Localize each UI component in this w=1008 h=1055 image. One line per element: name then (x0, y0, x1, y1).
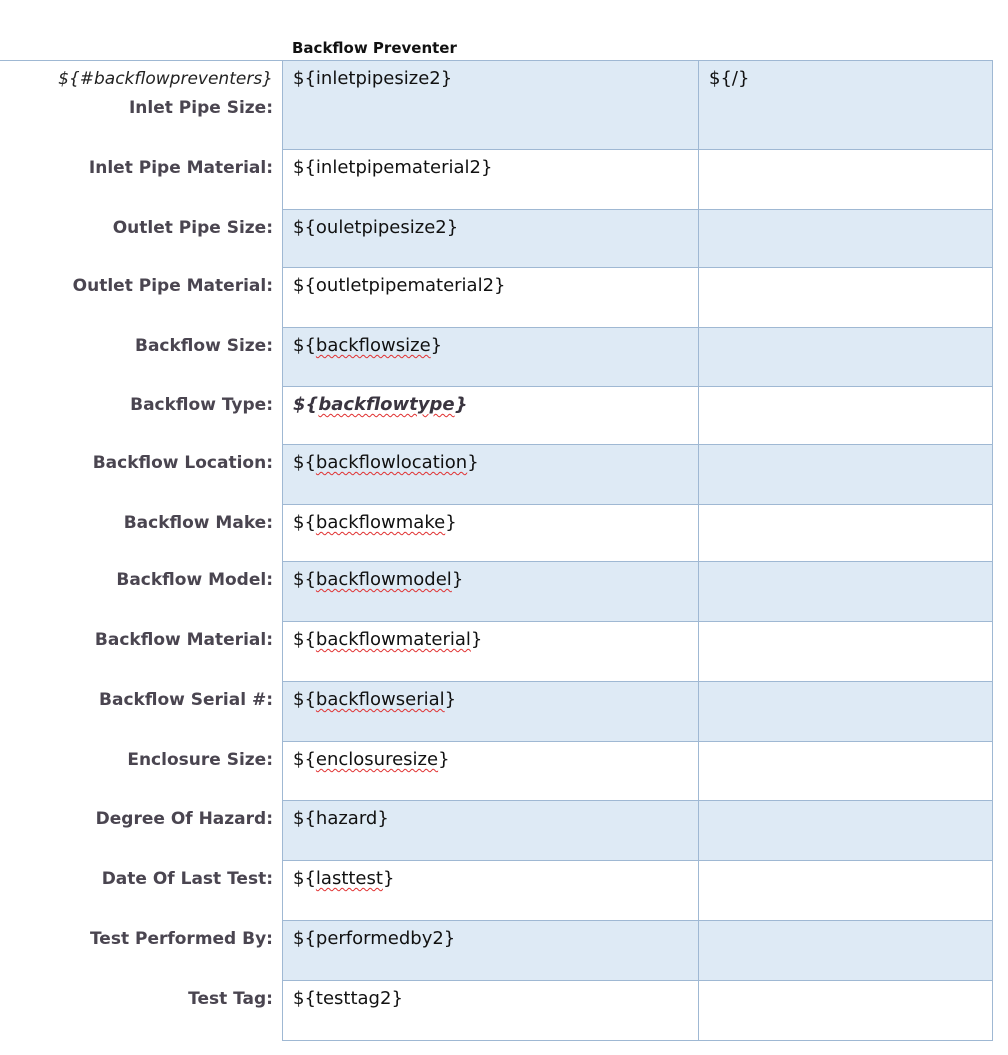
value-word: backflowtype (318, 394, 455, 415)
label-degree-of-hazard: Degree Of Hazard: (95, 809, 273, 829)
empty-cell[interactable] (699, 742, 993, 801)
label-row-enclosure-size (0, 741, 273, 800)
empty-cell[interactable] (699, 921, 993, 981)
label-row-backflow-size (0, 327, 273, 386)
label-column (0, 60, 273, 1040)
value-test-tag[interactable]: ${testtag2} (283, 981, 699, 1041)
value-word: backflowmake (315, 512, 446, 533)
value-word: backflowlocation (315, 452, 468, 473)
label-row-backflow-make (0, 504, 273, 561)
value-suffix: } (445, 512, 457, 533)
label-row-outlet-pipe-size (0, 209, 273, 267)
value-prefix: ${ (293, 452, 316, 473)
empty-cell[interactable] (699, 801, 993, 861)
value-enclosure-size[interactable] (283, 742, 699, 801)
label-row-outlet-pipe-material (0, 267, 273, 327)
value-word: backflowsize (315, 335, 431, 356)
table-row (283, 210, 993, 268)
value-inlet-pipe-material[interactable]: ${inletpipematerial2} (283, 150, 699, 210)
label-date-of-last-test: Date Of Last Test: (101, 869, 273, 889)
value-prefix: ${ (293, 868, 316, 889)
value-suffix: } (430, 335, 443, 356)
empty-cell[interactable] (699, 622, 993, 682)
empty-cell[interactable] (699, 328, 993, 387)
empty-cell[interactable] (699, 505, 993, 562)
table-row (283, 150, 993, 210)
label-backflow-type: Backflow Type: (130, 395, 273, 415)
value-suffix: } (444, 689, 457, 710)
empty-cell[interactable] (699, 268, 993, 328)
loop-close-tag[interactable]: ${/} (699, 61, 993, 150)
label-row-inlet-pipe-size (0, 60, 273, 149)
table-row (283, 921, 993, 981)
value-degree-of-hazard[interactable]: ${hazard} (283, 801, 699, 861)
empty-cell[interactable] (699, 387, 993, 445)
value-backflow-type[interactable] (283, 387, 699, 445)
value-date-of-last-test[interactable] (283, 861, 699, 921)
table-row (283, 682, 993, 742)
table-row (283, 981, 993, 1041)
empty-cell[interactable] (699, 150, 993, 210)
value-suffix: } (470, 629, 483, 650)
label-backflow-material: Backflow Material: (94, 630, 273, 650)
value-backflow-model[interactable] (283, 562, 699, 622)
value-inlet-pipe-size[interactable]: ${inletpipesize2} (283, 61, 699, 150)
loop-open-tag: ${#backflowpreventers} (58, 69, 273, 89)
table-row (283, 61, 993, 150)
table-row (283, 328, 993, 387)
label-row-backflow-serial (0, 681, 273, 741)
backflow-table (282, 60, 993, 1041)
label-row-date-of-last-test (0, 860, 273, 920)
label-test-performed-by: Test Performed By: (89, 929, 273, 949)
value-prefix: ${ (293, 394, 319, 415)
label-row-backflow-model (0, 561, 273, 621)
value-backflow-material[interactable] (283, 622, 699, 682)
value-outlet-pipe-size[interactable]: ${ouletpipesize2} (283, 210, 699, 268)
value-suffix: } (438, 749, 450, 770)
value-prefix: ${ (293, 749, 316, 770)
value-prefix: ${ (293, 335, 316, 356)
value-word: backflowmaterial (315, 629, 471, 650)
label-row-test-tag (0, 980, 273, 1040)
value-suffix: } (382, 868, 395, 889)
label-row-backflow-material (0, 621, 273, 681)
label-row-backflow-location (0, 444, 273, 504)
value-suffix: } (454, 394, 468, 415)
table-row (283, 268, 993, 328)
value-prefix: ${ (293, 629, 316, 650)
table-row (283, 801, 993, 861)
label-row-test-performed-by (0, 920, 273, 980)
value-test-performed-by[interactable]: ${performedby2} (283, 921, 699, 981)
table-row (283, 742, 993, 801)
label-outlet-pipe-size: Outlet Pipe Size: (112, 218, 273, 238)
label-enclosure-size: Enclosure Size: (127, 750, 273, 770)
label-row-degree-of-hazard (0, 800, 273, 860)
table-row (283, 861, 993, 921)
value-backflow-serial[interactable] (283, 682, 699, 742)
value-backflow-size[interactable] (283, 328, 699, 387)
value-prefix: ${ (293, 569, 316, 590)
label-backflow-serial: Backflow Serial #: (99, 690, 273, 710)
table-row (283, 445, 993, 505)
value-word: enclosuresize (315, 749, 439, 770)
label-backflow-make: Backflow Make: (123, 513, 273, 533)
label-test-tag: Test Tag: (188, 989, 273, 1009)
label-backflow-location: Backflow Location: (92, 453, 273, 473)
label-outlet-pipe-material: Outlet Pipe Material: (72, 276, 273, 296)
empty-cell[interactable] (699, 981, 993, 1041)
empty-cell[interactable] (699, 445, 993, 505)
empty-cell[interactable] (699, 861, 993, 921)
empty-cell[interactable] (699, 682, 993, 742)
value-outlet-pipe-material[interactable]: ${outletpipematerial2} (283, 268, 699, 328)
value-prefix: ${ (293, 689, 316, 710)
label-backflow-size: Backflow Size: (134, 336, 273, 356)
table-row (283, 387, 993, 445)
empty-cell[interactable] (699, 210, 993, 268)
value-backflow-location[interactable] (283, 445, 699, 505)
value-word: backflowmodel (315, 569, 452, 590)
value-word: backflowserial (315, 689, 445, 710)
value-suffix: } (451, 569, 464, 590)
value-prefix: ${ (293, 512, 316, 533)
label-inlet-pipe-size: Inlet Pipe Size: (128, 98, 273, 118)
table-row (283, 622, 993, 682)
label-inlet-pipe-material: Inlet Pipe Material: (88, 158, 273, 178)
label-backflow-model: Backflow Model: (116, 570, 273, 590)
empty-cell[interactable] (699, 562, 993, 622)
section-title: Backflow Preventer (292, 39, 457, 57)
value-backflow-make[interactable] (283, 505, 699, 562)
value-word: lasttest (315, 868, 383, 889)
value-suffix: } (467, 452, 479, 473)
table-row (283, 562, 993, 622)
label-row-inlet-pipe-material (0, 149, 273, 209)
table-row (283, 505, 993, 562)
label-row-backflow-type (0, 386, 273, 444)
